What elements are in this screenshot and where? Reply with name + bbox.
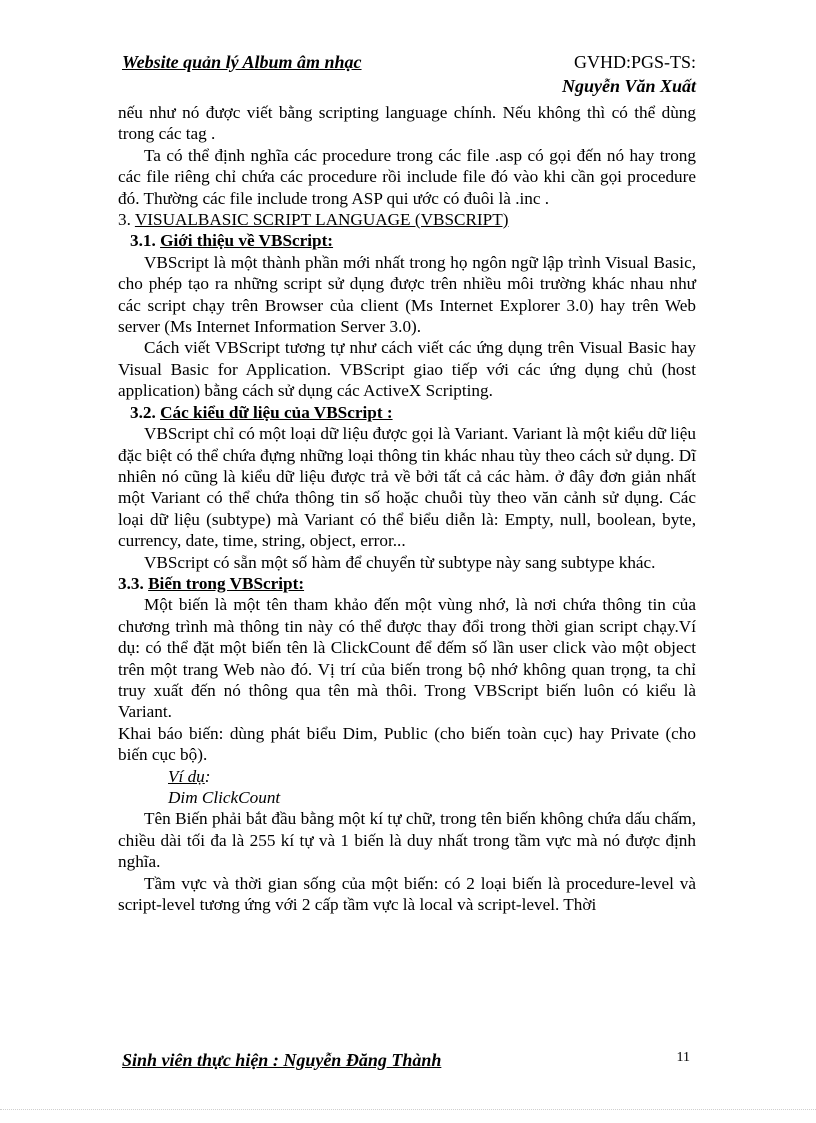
heading-section-3-number: 3. — [118, 210, 131, 230]
heading-section-3-title: VISUALBASIC SCRIPT LANGUAGE (VBSCRIPT) — [134, 210, 509, 230]
page-number: 11 — [676, 1050, 690, 1065]
paragraph-3-3-a: Một biến là một tên tham khảo đến một vùng nhớ, là nơi chứa thông tin của chương trình mà thông tin này có thể được thay đổi trong thời gian script chạy.Ví dụ: có thể đặt một biến tên là ClickCount để đếm số lần user click vào một object trên một trang Web nào đó. Vị trí của biến trong bộ nhớ không quan trọng, ta chỉ truy xuất đến nó thông qua tên mà thôi. Trong VBScript biến luôn có kiểu là Variant. — [118, 595, 696, 722]
paragraph-3-1-a: VBScript là một thành phần mới nhất trong họ ngôn ngữ lập trình Visual Basic, cho phép tạo ra những script sử dụng được trên nhiều môi trường khác nhau như các script chạy trên Browser của client (Ms Internet Explorer 3.0) hay trên Web server (Ms Internet Information Server 3.0). — [118, 252, 696, 337]
paragraph-continuation: nếu như nó được viết bằng scripting language chính. Nếu không thì có thể dùng trong các tag . — [118, 103, 696, 144]
example-code: Dim ClickCount — [168, 788, 281, 807]
heading-section-3-3-number: 3.3. — [118, 573, 144, 593]
heading-section-3-1-title: Giới thiệu về VBScript: — [160, 231, 334, 251]
paragraph-procedure: Ta có thể định nghĩa các procedure trong các file .asp có gọi đến nó hay trong các file riêng chỉ chứa các procedure rồi include file đó vào khi cần gọi procedure đó. Thường các file include trong ASP qui ước có đuôi là .inc . — [118, 145, 696, 208]
document-body — [118, 102, 696, 915]
heading-section-3 — [118, 209, 696, 230]
heading-section-3-2 — [118, 402, 696, 423]
paragraph-3-3-b: Khai báo biến: dùng phát biểu Dim, Public (cho biến toàn cục) hay Private (cho biến cục bộ). — [118, 723, 696, 765]
heading-section-3-2-number: 3.2. — [130, 402, 156, 422]
heading-section-3-2-title: Các kiểu dữ liệu của VBScript : — [160, 402, 393, 422]
page-divider — [0, 1109, 816, 1110]
heading-section-3-3 — [118, 573, 696, 594]
advisor-name: Nguyễn Văn Xuất — [561, 76, 696, 96]
heading-section-3-3-title: Biến trong VBScript: — [148, 573, 305, 593]
example-label: Ví dụ: — [168, 766, 211, 786]
document-title: Website quản lý Album âm nhạc — [122, 52, 362, 72]
paragraph-3-3-d: Tầm vực và thời gian sống của một biến: có 2 loại biến là procedure-level và script-level tương ứng với 2 cấp tầm vực là local và script-level. Thời — [118, 873, 696, 915]
paragraph-3-2-a: VBScript chỉ có một loại dữ liệu được gọi là Variant. Variant là một kiểu dữ liệu đặc biệt có thể chứa đựng những loại thông tin khác nhau tùy theo cách sử dụng. Dĩ nhiên nó cũng là kiểu dữ liệu được trả về bởi tất cả các hàm. ở đây đơn giản nhất một Variant có thể chứa thông tin số hoặc chuỗi tùy theo văn cảnh sử dụng. Các loại dữ liệu (subtype) mà Variant có thể biểu diễn là: Empty, null, boolean, byte, currency, date, time, string, object, error... — [118, 424, 696, 551]
paragraph-3-1-b: Cách viết VBScript tương tự như cách viết các ứng dụng trên Visual Basic hay Visual Basic for Application. VBScript giao tiếp với các ứng dụng chủ (host application) bằng cách sử dụng các ActiveX Scripting. — [118, 338, 696, 401]
paragraph-3-2-b: VBScript có sẵn một số hàm để chuyển từ subtype này sang subtype khác. — [144, 552, 656, 572]
advisor-label: GVHD:PGS-TS: — [573, 52, 696, 72]
footer-author: Sinh viên thực hiện : Nguyễn Đăng Thành — [122, 1050, 442, 1070]
paragraph-3-3-c: Tên Biến phải bắt đầu bằng một kí tự chữ, trong tên biến không chứa dấu chấm, chiều dài tối đa là 255 kí tự và 1 biến là duy nhất trong tầm vực mà nó được định nghĩa. — [118, 809, 696, 872]
heading-section-3-1-number: 3.1. — [130, 231, 156, 251]
heading-section-3-1 — [118, 230, 696, 251]
example-label-text: Ví dụ — [168, 766, 205, 786]
